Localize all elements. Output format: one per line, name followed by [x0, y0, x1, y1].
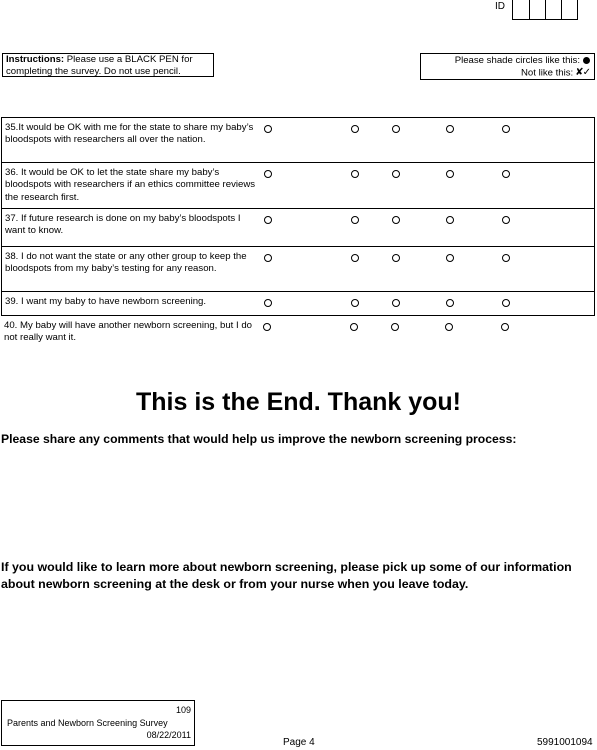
question-row-40	[1, 316, 595, 350]
shade-correct-label: Please shade circles like this:	[454, 55, 580, 66]
instructions-heading: Instructions:	[6, 54, 65, 65]
response-circle[interactable]	[351, 299, 359, 307]
response-circle[interactable]	[502, 254, 510, 262]
response-circle[interactable]	[264, 170, 272, 178]
response-circle[interactable]	[351, 125, 359, 133]
response-circle[interactable]	[351, 254, 359, 262]
response-circle[interactable]	[264, 254, 272, 262]
id-box[interactable]	[561, 0, 577, 19]
response-circle[interactable]	[446, 170, 454, 178]
response-circle[interactable]	[263, 323, 271, 331]
response-circle[interactable]	[445, 323, 453, 331]
response-circle[interactable]	[446, 216, 454, 224]
response-circle[interactable]	[446, 125, 454, 133]
response-circle[interactable]	[350, 323, 358, 331]
response-circle[interactable]	[392, 170, 400, 178]
survey-title: Parents and Newborn Screening Survey	[7, 718, 168, 728]
end-title: This is the End. Thank you!	[135, 388, 462, 416]
comments-prompt: Please share any comments that would help us improve the newborn screening process:	[1, 432, 517, 446]
question-row-38	[1, 247, 595, 292]
response-circle[interactable]	[502, 125, 510, 133]
response-circle[interactable]	[501, 323, 509, 331]
question-row-36	[1, 163, 595, 209]
wrong-marks-icon: ✘✓	[575, 67, 590, 78]
question-text: 38. I do not want the state or any other group to keep the bloodspots from my baby’s testing for any reason.	[5, 251, 247, 275]
response-circle[interactable]	[502, 299, 510, 307]
survey-info-box	[1, 700, 195, 746]
shading-example-box	[420, 53, 595, 80]
response-circle[interactable]	[502, 216, 510, 224]
question-text: 39. I want my baby to have newborn screening.	[5, 296, 207, 307]
shade-incorrect-label: Not like this:	[520, 67, 574, 79]
question-table	[1, 117, 595, 350]
response-circle[interactable]	[351, 170, 359, 178]
response-circle[interactable]	[392, 125, 400, 133]
response-circle[interactable]	[446, 299, 454, 307]
response-circle[interactable]	[502, 170, 510, 178]
id-box[interactable]	[529, 0, 545, 19]
question-text: 40. My baby will have another newborn screening, but I do not really want it.	[4, 320, 252, 344]
id-box[interactable]	[545, 0, 561, 19]
question-row-35	[1, 118, 595, 163]
question-text: 36. It would be OK to let the state share my baby’s bloodspots with researchers if an ethics committee reviews the research first.	[5, 167, 256, 203]
response-circle[interactable]	[392, 254, 400, 262]
response-circle[interactable]	[264, 125, 272, 133]
question-row-37	[1, 209, 595, 247]
page-number: Page 4	[283, 737, 315, 748]
learn-more-text: If you would like to learn more about newborn screening, please pick up some of our information about newborn screening at the desk or from your nurse when you leave today.	[1, 560, 572, 591]
question-text: 35.It would be OK with me for the state to share my baby’s bloodspots with researchers all over the nation.	[5, 122, 254, 146]
response-circle[interactable]	[392, 299, 400, 307]
response-circle[interactable]	[391, 323, 399, 331]
response-circle[interactable]	[264, 299, 272, 307]
instructions-box	[2, 53, 214, 77]
question-text: 37. If future research is done on my baby’s bloodspots I want to know.	[5, 213, 241, 237]
survey-date: 08/22/2011	[146, 730, 191, 740]
filled-circle-icon	[583, 57, 590, 64]
id-box[interactable]	[513, 0, 529, 19]
id-label: ID	[495, 1, 505, 12]
response-circle[interactable]	[351, 216, 359, 224]
document-code: 5991001094	[537, 737, 593, 748]
id-boxes[interactable]	[512, 0, 578, 20]
response-circle[interactable]	[446, 254, 454, 262]
survey-number: 109	[175, 705, 191, 715]
instructions-text: Please use a BLACK PEN for completing the survey. Do not use pencil.	[6, 54, 193, 77]
response-circle[interactable]	[264, 216, 272, 224]
response-circle[interactable]	[392, 216, 400, 224]
question-row-39	[1, 292, 595, 316]
